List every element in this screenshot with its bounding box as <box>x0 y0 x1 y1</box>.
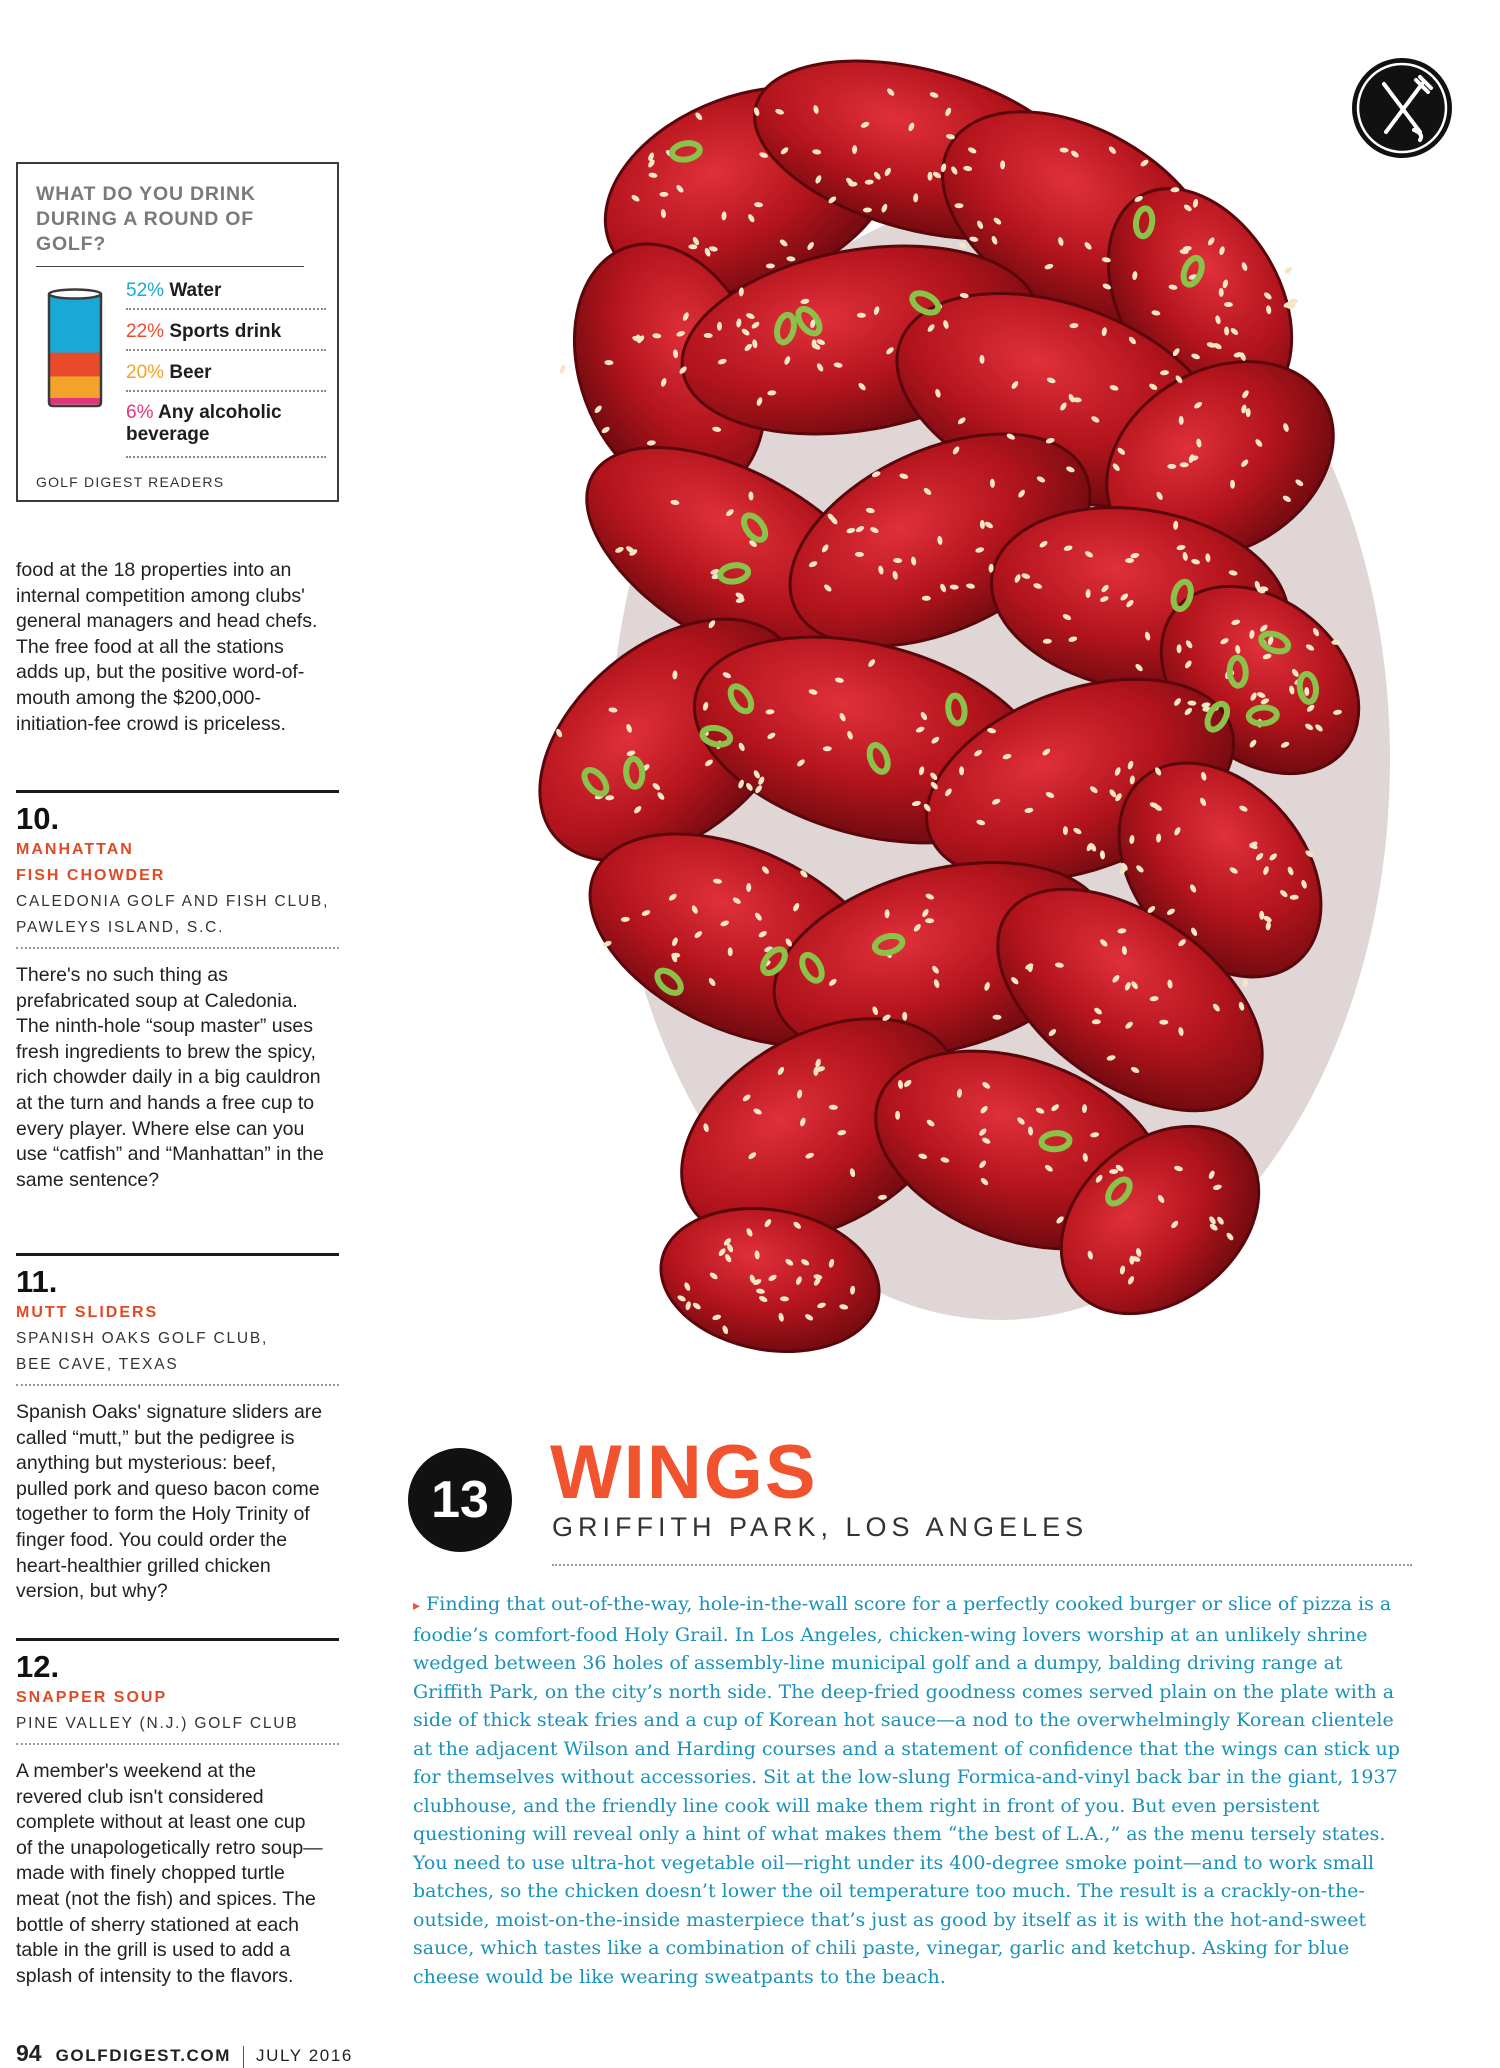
survey-question: WHAT DO YOU DRINK DURING A ROUND OF GOLF? <box>36 183 256 255</box>
section-rule <box>16 790 339 793</box>
sesame-seed <box>1063 826 1068 835</box>
sesame-seed <box>955 203 964 208</box>
entry-venue-line: BEE CAVE, TEXAS <box>16 1356 179 1373</box>
cup-chart-icon <box>45 288 105 408</box>
entry-dish-line: SNAPPER SOUP <box>16 1689 168 1706</box>
sesame-seed <box>925 918 934 923</box>
bullet-triangle-icon: ▸ <box>413 1598 421 1614</box>
entry-dish-line: MUTT SLIDERS <box>16 1304 159 1321</box>
sesame-seed <box>659 192 668 197</box>
entry-venue <box>16 1711 339 1737</box>
entry-12 <box>16 1638 339 1989</box>
entry-dish <box>16 837 339 889</box>
cup-fill-water <box>50 296 100 353</box>
entry-divider <box>16 1384 339 1386</box>
survey-row-divider <box>126 390 326 392</box>
feature-divider <box>552 1564 1412 1566</box>
entry-number: 12. <box>16 1649 60 1684</box>
feature-subtitle: GRIFFITH PARK, LOS ANGELES <box>552 1512 1089 1542</box>
survey-pct: 6% <box>126 402 154 423</box>
survey-row-divider <box>126 308 326 310</box>
entry-venue <box>16 889 339 941</box>
survey-divider <box>36 266 304 267</box>
feature-title: WINGS <box>550 1430 818 1515</box>
continued-article-text: food at the 18 properties into an internal competition among clubs' general managers and head chefs. The free food at all the stations adds up, but the positive word-of-mouth among the $200,000-initiation-fee crowd is priceless. <box>16 559 318 735</box>
survey-row-sports-drink <box>126 321 326 343</box>
survey-row-alcoholic <box>126 402 326 446</box>
entry-venue-line: CALEDONIA GOLF AND FISH CLUB, <box>16 893 330 910</box>
entry-dish <box>16 1685 339 1711</box>
entry-venue-line: PINE VALLEY (N.J.) GOLF CLUB <box>16 1715 299 1732</box>
drink-survey-box <box>16 162 339 502</box>
feature-body <box>413 1590 1413 1991</box>
sesame-seed <box>1159 1020 1168 1025</box>
entry-divider <box>16 1743 339 1745</box>
sesame-seed <box>559 364 567 374</box>
survey-row-divider <box>126 349 326 351</box>
section-rule <box>16 1638 339 1641</box>
footer-site: GOLFDIGEST.COM <box>55 2046 231 2065</box>
entry-text: A member's weekend at the revered club isn't considered complete without at least one cup of the unapologetically retro soup—made with finely chopped turtle meat (not the fish) and spices. The bottle of sherry stationed at each table in the grill is used to add a splash of intensity to the flavors. <box>16 1760 323 1987</box>
entry-number: 10. <box>16 801 60 836</box>
survey-source: GOLF DIGEST READERS <box>36 474 225 490</box>
footer-date: JULY 2016 <box>256 2046 353 2065</box>
entry-venue-line: SPANISH OAKS GOLF CLUB, <box>16 1330 269 1347</box>
cup-fill-any-alcoholic-beverage <box>50 398 100 405</box>
fork-and-club-icon <box>1350 56 1454 160</box>
survey-row-divider <box>126 456 326 458</box>
sesame-seed <box>766 264 775 269</box>
entry-11 <box>16 1253 339 1605</box>
footer-separator <box>243 2046 244 2068</box>
survey-pct: 20% <box>126 362 165 383</box>
entry-divider <box>16 947 339 949</box>
survey-label: Sports drink <box>169 321 282 342</box>
chicken-wings-photo <box>440 40 1440 1380</box>
survey-pct: 22% <box>126 321 165 342</box>
feature-number-badge: 13 <box>408 1448 512 1552</box>
survey-label: Water <box>169 280 222 301</box>
page-footer <box>16 2040 353 2068</box>
survey-row-water <box>126 280 326 302</box>
feature-body-text: Finding that out-of-the-way, hole-in-the-wall score for a perfectly cooked burger or slice of pizza is a foodie’s comfort-food Holy Grail. In Los Angeles, chicken-wing lovers worship at an unlikely shrine wedged between 36 holes of assembly-line municipal golf and a dumpy, balding driving range at Griffith Park, on the city’s north side. The deep-fried goodness comes served plain on the plate with a side of thick steak fries and a cup of Korean hot sauce—a nod to the overwhelmingly Korean clientele at the adjacent Wilson and Harding courses and a statement of confidence that the wings can stick up for themselves without accessories. Sit at the low-slung Formica-and-vinyl back bar in the giant, 1937 clubhouse, and the friendly line cook will make them right in front of you. But even persistent questioning will reveal only a hint of what makes them “the best of L.A.,” as the menu tersely states. You need to use ultra-hot vegetable oil—right under its 400-degree smoke point—and to work small batches, so the chicken doesn’t lower the oil temperature too much. The result is a crackly-on-the-outside, moist-on-the-inside masterpiece that’s just as good by itself as it is with the hot-and-sweet sauce, which tastes like a combination of chili paste, vinegar, garlic and ketchup. Asking for blue cheese would be like wearing sweatpants to the beach. <box>413 1593 1400 1988</box>
entry-10 <box>16 790 339 1193</box>
entry-venue <box>16 1326 339 1378</box>
sesame-seed <box>895 1111 900 1120</box>
entry-dish-line: MANHATTAN <box>16 841 134 858</box>
entry-dish <box>16 1300 339 1326</box>
cup-fill-sports-drink <box>50 352 100 376</box>
survey-pct: 52% <box>126 280 165 301</box>
entry-venue-line: PAWLEYS ISLAND, S.C. <box>16 919 225 936</box>
sesame-seed <box>922 596 931 601</box>
entry-dish-line: FISH CHOWDER <box>16 867 166 884</box>
entry-number: 11. <box>16 1264 58 1299</box>
survey-row-beer <box>126 362 326 384</box>
survey-label: Any alcoholic beverage <box>126 402 282 445</box>
sesame-seed <box>1283 266 1293 275</box>
entry-text: There's no such thing as prefabricated soup at Caledonia. The ninth-hole “soup master” uses fresh ingredients to brew the spicy, rich chowder daily in a big cauldron at the turn and hands a free cup to every player. Where else can you use “catfish” and “Manhattan” in the same sentence? <box>16 964 324 1191</box>
survey-label: Beer <box>169 362 212 383</box>
section-rule <box>16 1253 339 1256</box>
entry-text: Spanish Oaks' signature sliders are called “mutt,” but the pedigree is anything but mysterious: beef, pulled pork and queso bacon come together to form the Holy Trinity of finger food. You could order the heart-healthier grilled chicken version, but why? <box>16 1401 323 1603</box>
cup-fill-beer <box>50 376 100 398</box>
page-number: 94 <box>16 2040 42 2066</box>
